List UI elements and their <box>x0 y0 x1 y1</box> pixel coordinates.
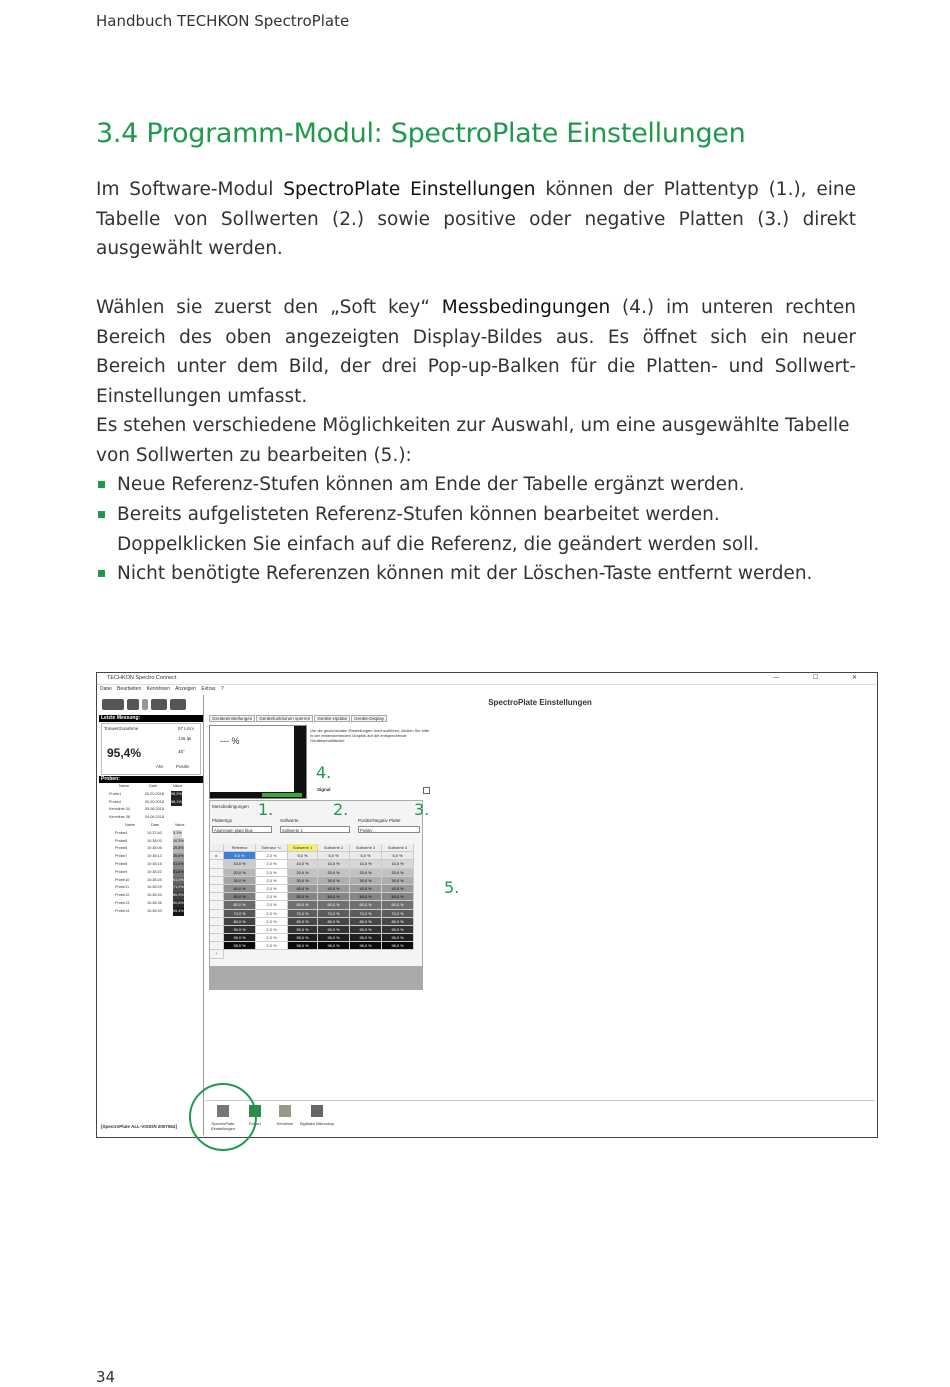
dot-icon[interactable] <box>142 699 148 710</box>
table-row[interactable]: Probe1 00.00.2018 98,2% <box>101 791 201 799</box>
posneg-select[interactable]: Positiv <box>358 826 420 833</box>
annotation-3: 3. <box>414 800 430 819</box>
bullet-square-icon <box>98 511 105 518</box>
annotation-1: 1. <box>258 800 274 819</box>
paragraph-1: Im Software-Modul SpectroPlate Einstellungen können der Plattentyp (1.), eine Tabelle von Sollwerten (2.) sowie positive oder negative Platten (3.) direkt ausgewählt werden. <box>96 179 856 259</box>
menu-bar[interactable]: Datei Bearbeiten Kennlinien Anzeigen Extras ? <box>100 686 224 692</box>
table-row[interactable]: 30,0 % 2,0 % 30,0 % 30,0 % 30,0 % 30,0 % <box>210 877 422 885</box>
module-bar: SpectroPlate Einstellungen Export Kennlinie Digitales Mikroskop <box>205 1100 875 1135</box>
table-row[interactable]: Probe9 10:38:22 51,6% <box>101 869 201 877</box>
section-title: 3.4 Programm-Modul: SpectroPlate Einstellungen <box>96 118 746 149</box>
status-bar: [SpectroPlate ALL-VISION 2007564] <box>101 1124 177 1129</box>
panel-title: SpectroPlate Einstellungen <box>488 698 592 707</box>
messbedingungen-panel: Messbedingungen Plattentyp Sollwerte Positiv/Negativ Platte Aluminium plate blue Sollwerte 1 Positiv Referenz Toleranz +/- Sollwerte 1 Sollwerte 2 Sollwerte 3 Sollwerte 4 ▸ 5,0 % 2,0 % 5,0 % 5,0 % 5,0 % 5,0 % 10,0 % 2,0 % 10,0 % 10,0 % 10,0 % 10,0 % 20,0 % 2,0 % 20,0 % 20,0 % 20,0 % 20,0 % 30,0 % 2,0 % 30,0 % 30,0 % 30,0 % 30,0 % 40,0 % 2,0 % 40,0 % 40,0 % 40,0 % 40,0 % 50,0 % 2,0 % 50,0 % 50,0 % 50,0 % 50,0 % 60,0 % 2,0 % 60,0 % 60,0 % 60,0 % 60,0 % 70,0 % 2,0 % 70,0 % 70,0 % 70,0 % 70,0 % 80,0 % 2,0 % 80,0 % 80,0 % 80,0 % 80,0 % 90,0 % 2,0 % 90,0 % 90,0 % 90,0 % 90,0 % 95,0 % 2,0 % 95,0 % 95,0 % 95,0 % 95,0 % 98,0 % 2,0 % 98,0 % 98,0 % 98,0 % 98,0 % * <box>209 800 423 990</box>
table-row[interactable]: 40,0 % 2,0 % 40,0 % 40,0 % 40,0 % 40,0 % <box>210 885 422 893</box>
device3-icon[interactable] <box>170 699 186 710</box>
window-titlebar: TECHKON Spectro Connect — ☐ ✕ <box>97 673 877 685</box>
table-row[interactable]: Probe5 10:38:03 10,3% <box>101 838 201 846</box>
annotation-2: 2. <box>333 800 349 819</box>
table-row[interactable]: ▸ 5,0 % 2,0 % 5,0 % 5,0 % 5,0 % 5,0 % <box>210 852 422 860</box>
table-row[interactable]: 70,0 % 2,0 % 70,0 % 70,0 % 70,0 % 70,0 % <box>210 910 422 918</box>
bold-module-name: SpectroPlate Einstellungen <box>283 179 536 200</box>
bold-messbedingungen: Messbedingungen <box>441 297 611 318</box>
toolbar <box>99 695 203 715</box>
subprobe-rows <box>101 830 201 916</box>
running-header: Handbuch TECHKON SpectroPlate <box>96 12 350 30</box>
table-row[interactable]: 60,0 % 2,0 % 60,0 % 60,0 % 60,0 % 60,0 % <box>210 901 422 909</box>
table-empty-area <box>210 966 422 989</box>
bullet-square-icon <box>98 570 105 577</box>
table-row[interactable]: Probe14 10:38:39 95,4% <box>101 908 201 916</box>
annotation-4: 4. <box>316 763 332 782</box>
paragraph-3: Es stehen verschiedene Möglichkeiten zur Auswahl, um eine ausgewählte Tabelle von Sollwerten zu bearbeiten (5.): <box>96 415 850 466</box>
messbedingungen-softkey[interactable] <box>262 793 302 797</box>
left-panel <box>99 695 204 1135</box>
plattentyp-select[interactable]: Aluminium plate blue <box>212 826 272 833</box>
probes-grid: Name Date Value Probe1 00.00.2018 98,2% Probe2 00.00.2018 98,1% Kennlinie 34 05.06.2018 Kennlinie 36 04.06.2018 Name Date Value Probe4 10:37:40 3,1% Probe5 10:38:03 10,3% Probe6 10:38:06 20,8% Probe7 10:38:13 30,6% Probe8 10:38:16 41,4% Probe9 10:38:22 51,6% Probe10 10:38:25 61,0% Probe11 10:38:29 71,2% Probe12 10:38:34 80,9% Probe13 10:38:35 90,6% Probe14 10:38:39 95,4% <box>101 783 201 916</box>
table-row[interactable]: Probe13 10:38:35 90,6% <box>101 900 201 908</box>
last-measure-header: Letzte Messung: <box>99 715 203 722</box>
display-value: --- % <box>220 736 240 746</box>
settings-tabs <box>209 715 388 722</box>
device-display[interactable] <box>209 725 307 799</box>
table-row[interactable]: 10,0 % 2,0 % 10,0 % 10,0 % 10,0 % 10,0 % <box>210 860 422 868</box>
sollwerte-select[interactable]: Sollwerte 1 <box>280 826 350 833</box>
highlight-circle <box>189 1083 257 1151</box>
kennlinie-icon[interactable] <box>279 1105 291 1117</box>
tonwert-value: 95,4% <box>107 746 142 760</box>
tab-display[interactable]: Geräte-Display <box>351 715 387 722</box>
new-row[interactable]: * <box>210 950 422 958</box>
table-row[interactable]: 95,0 % 2,0 % 95,0 % 95,0 % 95,0 % 95,0 % <box>210 934 422 942</box>
tab-geraeteeinstellungen[interactable]: Geräteeinstellungen <box>209 715 255 722</box>
table-row[interactable]: 98,0 % 2,0 % 98,0 % 98,0 % 98,0 % 98,0 % <box>210 942 422 950</box>
sollwert-table[interactable] <box>210 844 422 959</box>
hint-text: Um die gewünschten Einstellungen durchzuführen, klicken Sie bitte in der nebenstehenden Graphik auf die entsprechende Geräteschaltfläche! <box>310 728 430 743</box>
table-row[interactable]: 80,0 % 2,0 % 80,0 % 80,0 % 80,0 % 80,0 % <box>210 918 422 926</box>
table-row[interactable]: Probe12 10:38:34 80,9% <box>101 892 201 900</box>
signal-checkbox[interactable] <box>423 787 430 794</box>
window-controls[interactable]: — ☐ ✕ <box>773 675 873 681</box>
table-row[interactable]: 20,0 % 2,0 % 20,0 % 20,0 % 20,0 % 20,0 % <box>210 869 422 877</box>
table-row[interactable]: Probe4 10:37:40 3,1% <box>101 830 201 838</box>
display-bottom-bar <box>210 792 306 798</box>
table-header-row[interactable]: Referenz Toleranz +/- Sollwerte 1 Sollwerte 2 Sollwerte 3 Sollwerte 4 <box>210 844 422 852</box>
annotation-5: 5. <box>444 878 460 897</box>
table-row[interactable]: Probe2 00.00.2018 98,1% <box>101 799 201 807</box>
microscope-icon[interactable] <box>311 1105 323 1117</box>
bullet-square-icon <box>98 481 105 488</box>
device2-icon[interactable] <box>151 699 167 710</box>
right-panel <box>205 695 875 1135</box>
page-number: 34 <box>96 1368 116 1386</box>
tab-funktionen-sperren[interactable]: Gerätefunktionen sperren <box>256 715 313 722</box>
table-row[interactable]: Probe6 10:38:06 20,8% <box>101 845 201 853</box>
camera-icon[interactable] <box>127 699 139 710</box>
table-row[interactable]: Kennlinie 34 05.06.2018 <box>109 807 165 812</box>
table-row[interactable]: 90,0 % 2,0 % 90,0 % 90,0 % 90,0 % 90,0 % <box>210 926 422 934</box>
device-icon[interactable] <box>102 699 124 710</box>
tab-update[interactable]: Geräte-Update <box>314 715 350 722</box>
table-row[interactable]: 50,0 % 2,0 % 50,0 % 50,0 % 50,0 % 50,0 % <box>210 893 422 901</box>
table-row[interactable]: Probe11 10:38:29 71,2% <box>101 884 201 892</box>
proben-header: Proben: <box>99 776 203 783</box>
display-softkeys[interactable] <box>294 726 306 798</box>
software-screenshot <box>96 672 878 1138</box>
paragraph-2: Wählen sie zuerst den „Soft key“ Messbedingungen (4.) im unteren rechten Bereich des oben angezeigten Display-Bildes aus. Es öffnet sich ein neuer Bereich unter dem Bild, der drei Pop-up-Balken für die Platten- und Sollwert-Einstellungen umfasst. <box>96 297 857 407</box>
table-row[interactable]: Probe7 10:38:13 30,6% <box>101 853 201 861</box>
table-row[interactable]: Probe10 10:38:25 61,0% <box>101 877 201 885</box>
last-measure-box: Tonwertzunahme 95,4% 57 L/cm 145 lpi 45° AM Positiv <box>101 723 201 775</box>
signal-label: Signal <box>317 787 331 792</box>
table-row[interactable]: Probe8 10:38:16 41,4% <box>101 861 201 869</box>
table-row[interactable]: Kennlinie 36 04.06.2018 <box>109 815 165 820</box>
